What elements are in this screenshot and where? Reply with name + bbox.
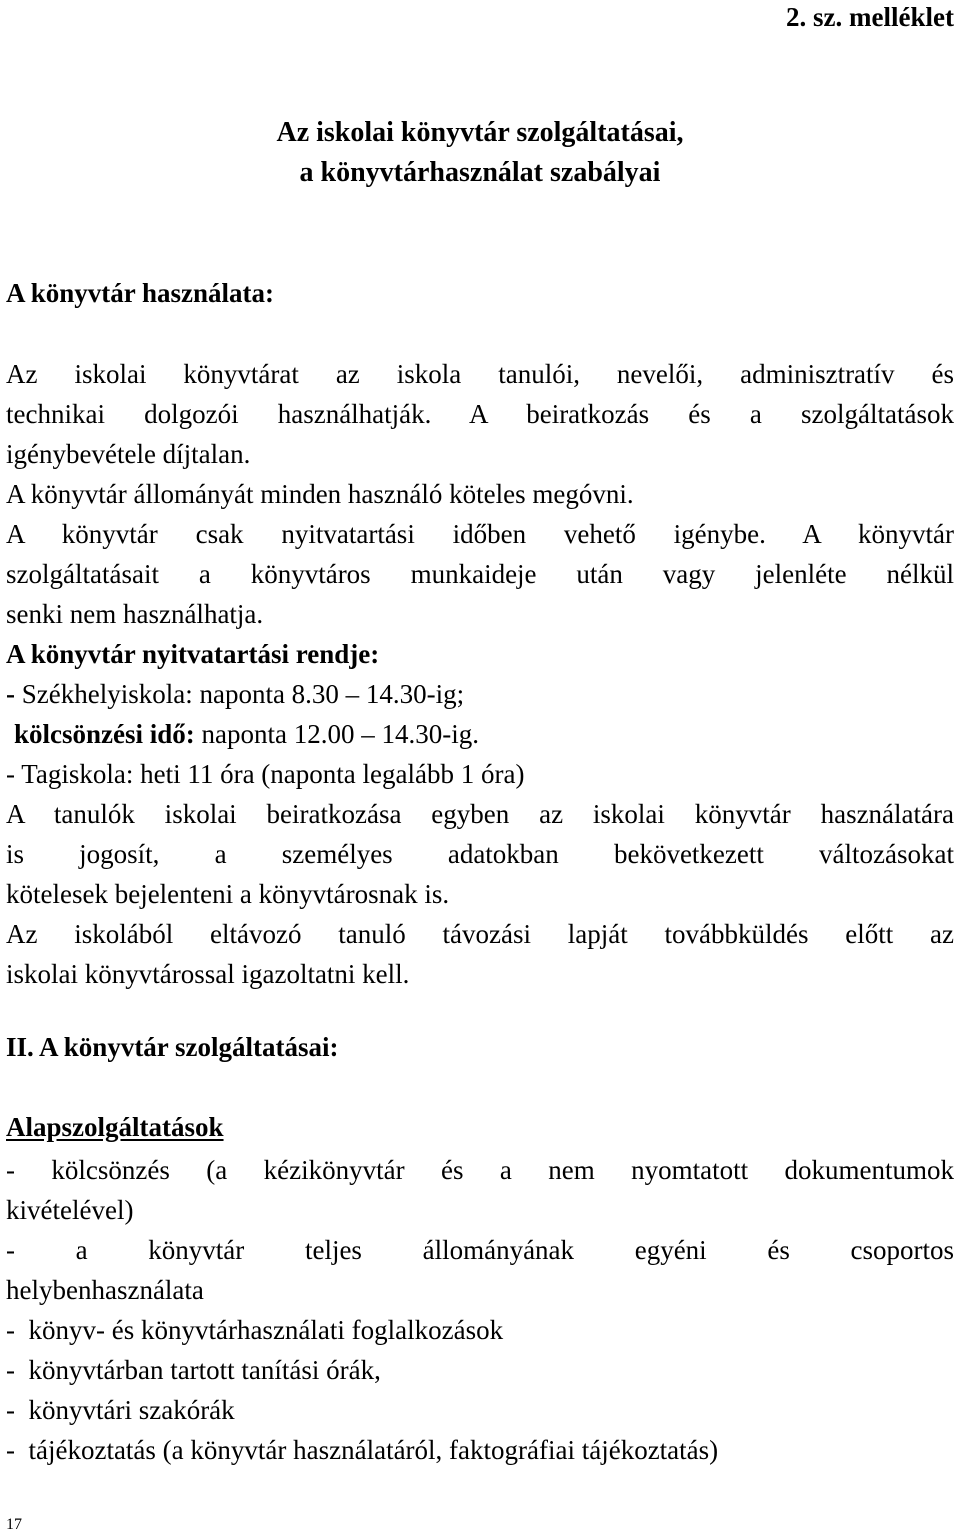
branch-school-hours: - Tagiskola: heti 11 óra (naponta legalább 1 óra) bbox=[6, 759, 525, 789]
annex-label: 2. sz. melléklet bbox=[786, 2, 954, 32]
basic-services-heading: Alapszolgáltatások bbox=[6, 1112, 224, 1142]
service-item-5: - könyvtári szakórák bbox=[6, 1395, 235, 1425]
paragraph-5-line-2: iskolai könyvtárossal igazoltatni kell. bbox=[6, 959, 410, 989]
paragraph-3-line-1: A könyvtár csak nyitvatartási időben vehető igénybe. A könyvtár bbox=[6, 519, 954, 549]
service-item-2-line-2: helybenhasználata bbox=[6, 1275, 204, 1305]
section-heading-usage: A könyvtár használata: bbox=[6, 278, 275, 308]
paragraph-4-line-1: A tanulók iskolai beiratkozása egyben az iskolai könyvtár használatára bbox=[6, 799, 954, 829]
section-heading-services: II. A könyvtár szolgáltatásai: bbox=[6, 1032, 339, 1062]
paragraph-4-line-2: is jogosít, a személyes adatokban bekövetkezett változásokat bbox=[6, 839, 954, 869]
lending-hours-label: kölcsönzési idő: bbox=[14, 719, 195, 749]
opening-hours-heading: A könyvtár nyitvatartási rendje: bbox=[6, 639, 380, 669]
paragraph-1-line-3: igénybevétele díjtalan. bbox=[6, 439, 251, 469]
page-number: 17 bbox=[6, 1516, 22, 1533]
paragraph-2: A könyvtár állományát minden használó köteles megóvni. bbox=[6, 479, 634, 509]
paragraph-1-line-2: technikai dolgozói használhatják. A beiratkozás és a szolgáltatások bbox=[6, 399, 954, 429]
title-line-2: a könyvtárhasználat szabályai bbox=[299, 157, 661, 188]
service-item-1-line-1: - kölcsönzés (a kézikönyvtár és a nem nyomtatott dokumentumok bbox=[6, 1155, 954, 1185]
lending-hours-text: naponta 12.00 – 14.30-ig. bbox=[194, 719, 479, 749]
paragraph-3-line-3: senki nem használhatja. bbox=[6, 599, 264, 629]
main-school-hours-text: Székhelyiskola: naponta 8.30 – 14.30-ig; bbox=[21, 679, 465, 709]
main-school-hours bbox=[6, 676, 464, 712]
title-line-1: Az iskolai könyvtár szolgáltatásai, bbox=[276, 117, 684, 148]
service-item-6: - tájékoztatás (a könyvtár használatáról, faktográfiai tájékoztatás) bbox=[6, 1435, 719, 1465]
lending-hours bbox=[14, 716, 479, 752]
paragraph-5-line-1: Az iskolából eltávozó tanuló távozási lapját továbbküldés előtt az bbox=[6, 919, 954, 949]
paragraph-3-line-2: szolgáltatásait a könyvtáros munkaideje után vagy jelenléte nélkül bbox=[6, 559, 954, 589]
service-item-3: - könyv- és könyvtárhasználati foglalkozások bbox=[6, 1315, 504, 1345]
main-school-hours-dash: - bbox=[6, 679, 22, 709]
service-item-2-line-1: - a könyvtár teljes állományának egyéni és csoportos bbox=[6, 1235, 954, 1265]
service-item-4: - könyvtárban tartott tanítási órák, bbox=[6, 1355, 381, 1385]
paragraph-1-line-1: Az iskolai könyvtárat az iskola tanulói, nevelői, adminisztratív és bbox=[6, 359, 954, 389]
paragraph-4-line-3: kötelesek bejelenteni a könyvtárosnak is. bbox=[6, 879, 450, 909]
service-item-1-line-2: kivételével) bbox=[6, 1195, 134, 1225]
